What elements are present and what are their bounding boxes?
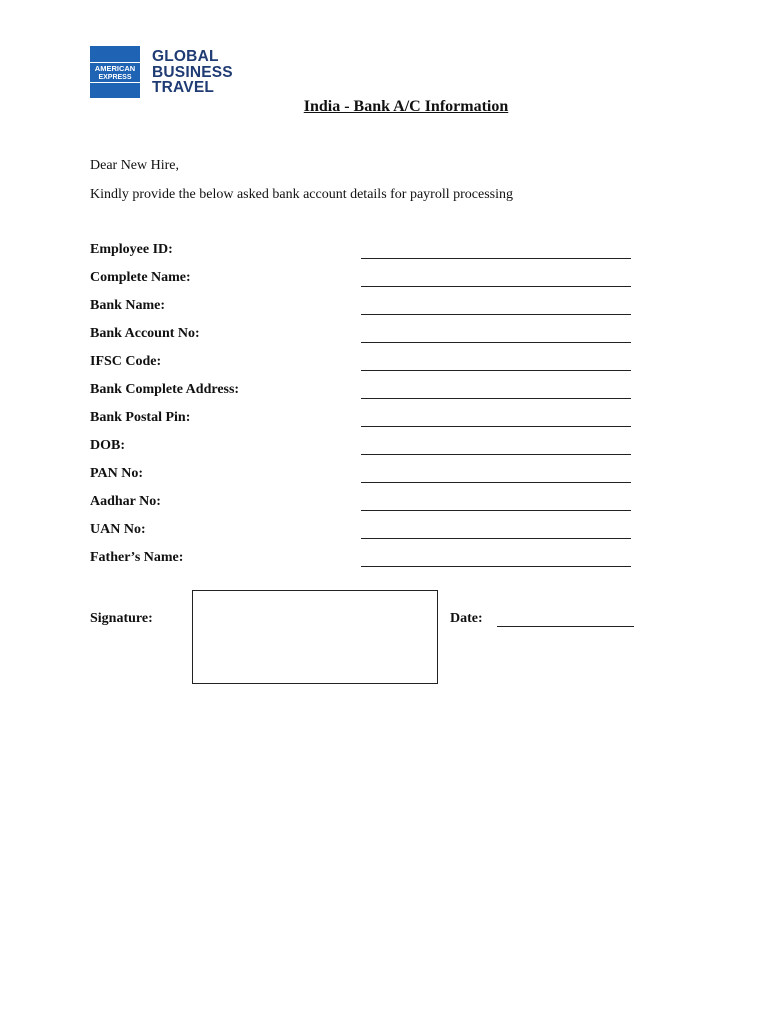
field-label: Aadhar No: [90,494,161,509]
form-field-row [90,550,635,578]
field-blank-line[interactable] [361,538,631,539]
greeting-text: Dear New Hire, [90,158,180,173]
logo-wordmark [152,49,233,96]
form-field-row [90,298,635,326]
field-blank-line[interactable] [361,426,631,427]
field-label: UAN No: [90,522,146,537]
field-blank-line[interactable] [361,258,631,259]
field-label: Bank Complete Address: [90,382,240,397]
field-blank-line[interactable] [361,566,631,567]
signature-label: Signature: [90,611,153,626]
form-field-row [90,438,635,466]
form-field-row [90,354,635,382]
field-label: PAN No: [90,466,144,481]
field-blank-line[interactable] [361,342,631,343]
form-field-row [90,326,635,354]
field-blank-line[interactable] [361,286,631,287]
date-blank-line[interactable] [497,626,634,627]
form-field-row [90,466,635,494]
form-field-row [90,494,635,522]
logo-text-global: GLOBAL [152,48,219,65]
field-blank-line[interactable] [361,370,631,371]
date-label: Date: [450,611,483,626]
field-label: Father’s Name: [90,550,184,565]
field-label: DOB: [90,438,125,453]
document-title: India - Bank A/C Information [303,98,509,115]
form-field-row [90,410,635,438]
form-fields [90,242,635,578]
field-blank-line[interactable] [361,314,631,315]
logo-band-bottom [90,82,140,83]
logo-box-word-american: AMERICAN [94,64,136,73]
field-blank-line[interactable] [361,454,631,455]
form-field-row [90,522,635,550]
field-label: Complete Name: [90,270,191,285]
field-label: Bank Name: [90,298,166,313]
field-label: Bank Postal Pin: [90,410,191,425]
signature-box[interactable] [192,590,438,684]
field-blank-line[interactable] [361,510,631,511]
instruction-text: Kindly provide the below asked bank account details for payroll processing [90,187,513,202]
amex-logo-box [90,46,140,98]
form-field-row [90,270,635,298]
field-label: IFSC Code: [90,354,162,369]
company-logo [90,46,233,98]
logo-band-top [90,62,140,63]
logo-box-word-express: EXPRESS [98,74,132,81]
field-label: Bank Account No: [90,326,200,341]
logo-text-business: BUSINESS [152,63,233,81]
field-blank-line[interactable] [361,398,631,399]
field-blank-line[interactable] [361,482,631,483]
form-field-row [90,242,635,270]
field-label: Employee ID: [90,242,173,257]
form-field-row [90,382,635,410]
logo-text-travel: TRAVEL [152,79,215,96]
